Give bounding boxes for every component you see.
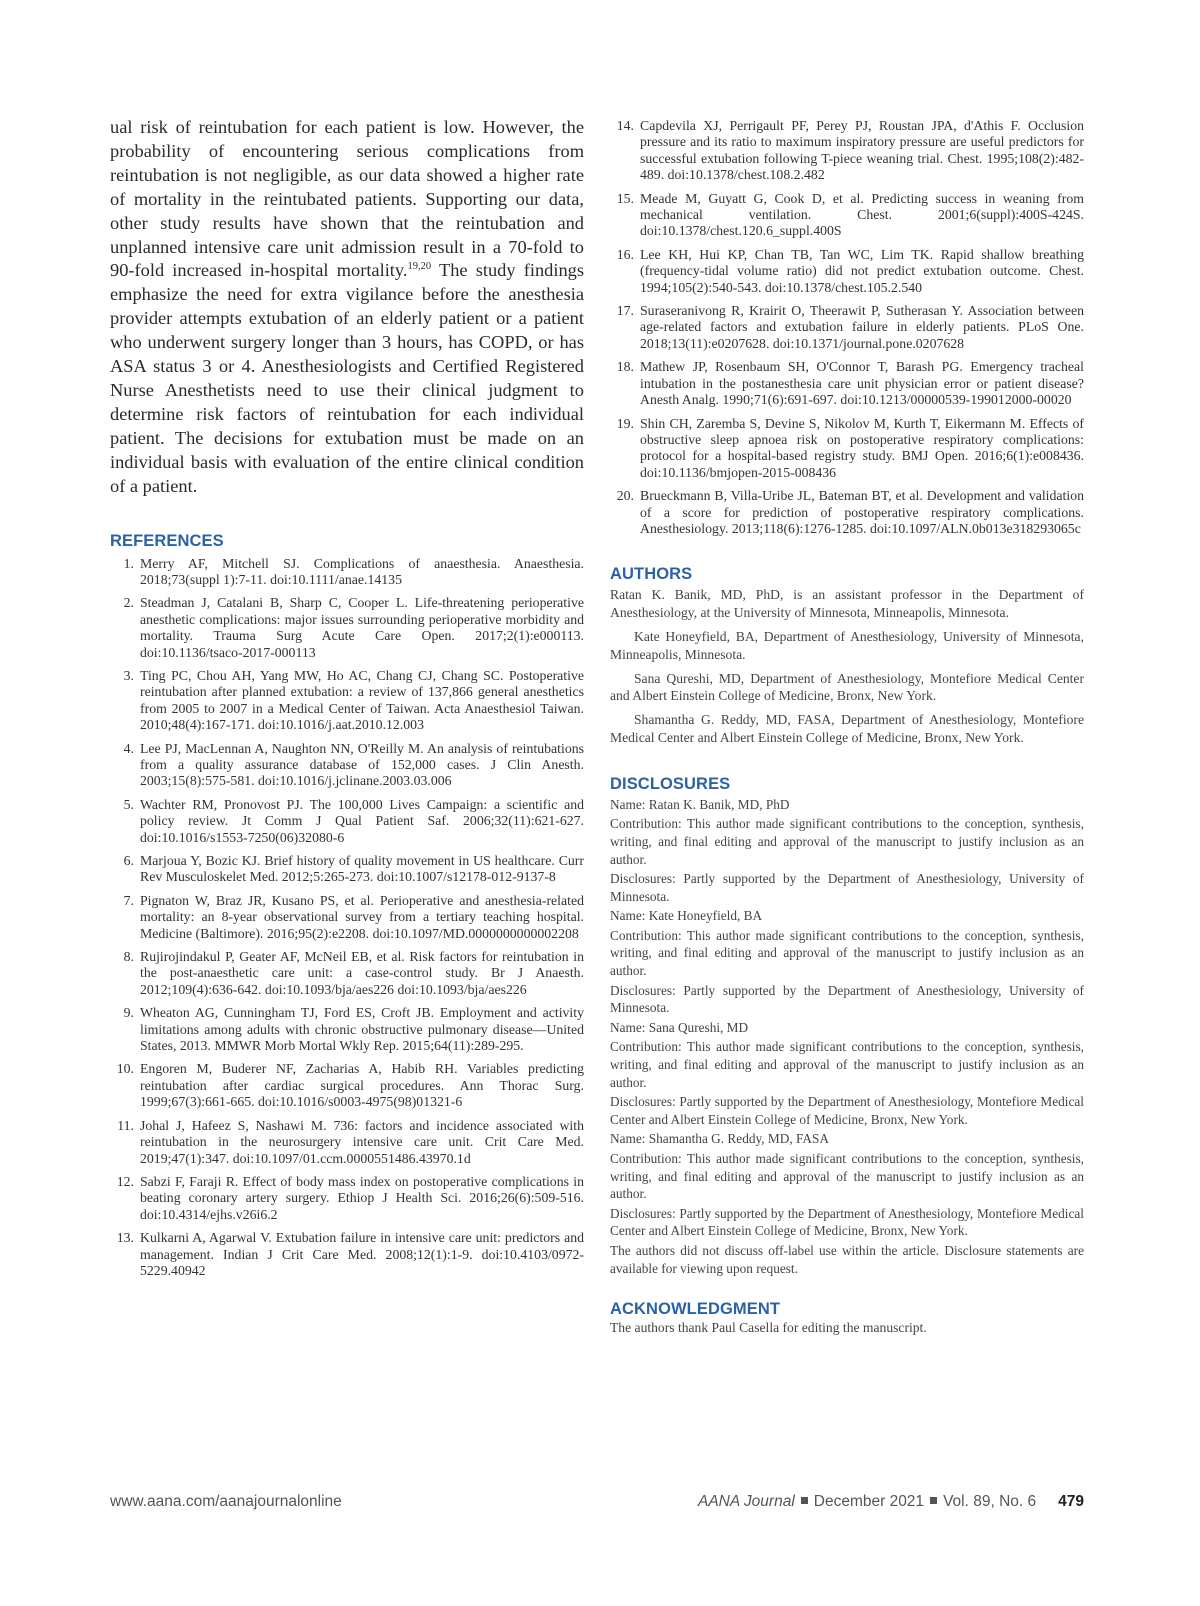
page-footer [110, 1493, 1084, 1515]
reference-number: 17. [616, 303, 634, 319]
reference-number: 2. [123, 595, 134, 611]
disclosures-list [610, 796, 1084, 1277]
reference-item [110, 1230, 584, 1279]
reference-text: Shin CH, Zaremba S, Devine S, Nikolov M, Kurth T, Eikermann M. Effects of obstructive sleep apnoea risk on postoperative respiratory complications: protocol for a hospital-based registry study. BMJ Open. 2016;6(1):e008436. doi:10.1136/bmjopen-2015-008436 [640, 415, 1084, 480]
volume-issue: Vol. 89, No. 6 [943, 1493, 1037, 1510]
left-column [110, 116, 584, 1279]
issue-date: December 2021 [813, 1493, 925, 1510]
reference-item [110, 949, 584, 998]
reference-item [110, 556, 584, 589]
disclosure-line: Contribution: This author made significant contributions to the conception, synthesis, writing, and final editing and approval of the manuscript to justify inclusion as an author. [610, 927, 1084, 979]
reference-number: 13. [116, 1230, 134, 1246]
acknowledgment-text: The authors thank Paul Casella for editing the manuscript. [610, 1320, 927, 1336]
reference-text: Wachter RM, Pronovost PJ. The 100,000 Lives Campaign: a scientific and policy review. Jt Comm J Qual Patient Saf. 2006;32(11):621-627. doi:10.1016/s1553-7250(06)32080-6 [140, 796, 584, 845]
authors-list [610, 586, 1084, 746]
disclosure-line: Disclosures: Partly supported by the Department of Anesthesiology, University of Minnesota. [610, 871, 1084, 904]
reference-item [610, 303, 1084, 352]
reference-item [110, 893, 584, 942]
authors-heading: AUTHORS [610, 565, 693, 584]
reference-text: Sabzi F, Faraji R. Effect of body mass index on postoperative complications in beating coronary artery surgery. Ethiop J Health Sci. 2016;26(6):509-516. doi:10.4314/ejhs.v26i6.2 [140, 1173, 584, 1222]
reference-item [110, 595, 584, 661]
reference-text: Lee KH, Hui KP, Chan TB, Tan WC, Lim TK. Rapid shallow breathing (frequency-tidal volume ratio) did not predict extubation outcome. Chest. 1994;105(2):540-543. doi:10.1378/chest.105.2.540 [640, 246, 1084, 295]
disclosure-line: Disclosures: Partly supported by the Department of Anesthesiology, Montefiore Medical Center and Albert Einstein College of Medicine, Bronx, New York. [610, 1205, 1084, 1239]
journal-website-link[interactable]: www.aana.com/aanajournalonline [110, 1493, 342, 1510]
discussion-text-end: The study findings emphasize the need for extra vigilance before the anesthesia provider attempts extubation of an elderly patient or a patient who underwent surgery longer than 3 hours, has COPD, or has ASA status 3 or 4. Anesthesiologists and Certified Registered Nurse Anesthetists need to use their clinical judgment to determine risk factors of reintubation for each individual patient. The decisions for extubation must be made on an individual basis with evaluation of the entire clinical condition of a patient. [110, 260, 584, 496]
reference-text: Lee PJ, MacLennan A, Naughton NN, O'Reilly M. An analysis of reintubations from a quality assurance database of 152,000 cases. J Clin Anesth. 2003;15(8):575-581. doi:10.1016/j.jclinane.2003.03.006 [140, 740, 584, 789]
author-affiliation: Kate Honeyfield, BA, Department of Anesthesiology, University of Minnesota, Minneapolis, Minnesota. [610, 628, 1084, 662]
journal-citation [698, 1493, 1084, 1511]
disclosure-line: Disclosures: Partly supported by the Department of Anesthesiology, University of Minnesota. [610, 982, 1084, 1016]
discussion-text-start: ual risk of reintubation for each patient is low. However, the probability of encountering serious complications from reintubation is not negligible, as our data showed a higher rate of mortality in the reintubated patients. Supporting our data, other study results have shown that the reintubation and unplanned intensive care unit admission result in a 70-fold to 90-fold increased in-hospital mortality. [110, 117, 584, 281]
reference-number: 6. [123, 853, 134, 868]
disclosures-heading: DISCLOSURES [610, 774, 731, 793]
reference-number: 4. [123, 740, 134, 756]
reference-item [110, 853, 584, 886]
reference-number: 1. [123, 555, 134, 571]
reference-item [610, 118, 1084, 184]
reference-text: Ting PC, Chou AH, Yang MW, Ho AC, Chang CJ, Chang SC. Postoperative reintubation after planned extubation: a review of 137,866 general anesthetics from 2005 to 2007 in a Medical Center of Taiwan. Acta Anaesthesiol Taiwan. 2010;48(4):167-171. doi:10.1016/j.aat.2010.12.003 [140, 667, 584, 733]
reference-item [110, 797, 584, 846]
disclosure-line: Contribution: This author made significant contributions to the conception, synthesis, writing, and final editing and approval of the manuscript to justify inclusion as an author. [610, 1039, 1084, 1090]
reference-number: 10. [116, 1061, 134, 1077]
reference-item [610, 359, 1084, 408]
references-list-right [610, 118, 1084, 537]
disclosure-line: Name: Kate Honeyfield, BA [610, 908, 763, 924]
reference-text: Engoren M, Buderer NF, Zacharias A, Habib RH. Variables predicting reintubation after cardiac surgical procedures. Ann Thorac Surg. 1999;67(3):661-665. doi:10.1016/s0003-4975(98)01321-6 [140, 1061, 584, 1110]
square-separator-icon [930, 1497, 937, 1504]
reference-number: 15. [616, 190, 634, 206]
reference-text: Meade M, Guyatt G, Cook D, et al. Predicting success in weaning from mechanical ventilation. Chest. 2001;6(suppl):400S-424S. doi:10.1378/chest.120.6_suppl.400S [640, 190, 1084, 239]
acknowledgment-heading: ACKNOWLEDGMENT [610, 1300, 781, 1319]
reference-number: 14. [616, 118, 634, 133]
discussion-paragraph [110, 116, 584, 499]
reference-number: 8. [123, 949, 134, 965]
references-heading: REFERENCES [110, 531, 224, 550]
reference-item [610, 488, 1084, 537]
reference-item [110, 668, 584, 734]
reference-number: 11. [117, 1117, 134, 1133]
reference-text: Kulkarni A, Agarwal V. Extubation failure in intensive care unit: predictors and management. Indian J Crit Care Med. 2008;12(1):1-9. doi:10.4103/0972-5229.40942 [140, 1230, 584, 1278]
disclosure-line: The authors did not discuss off-label use within the article. Disclosure statements are available for viewing upon request. [610, 1242, 1084, 1276]
reference-number: 3. [123, 667, 134, 683]
reference-item [610, 191, 1084, 240]
reference-item [110, 1118, 584, 1167]
citation-superscript: 19,20 [407, 261, 432, 273]
reference-number: 20. [616, 488, 634, 504]
right-column [610, 116, 1084, 1337]
references-list-left [110, 556, 584, 1280]
reference-text: Marjoua Y, Bozic KJ. Brief history of quality movement in US healthcare. Curr Rev Musculoskelet Med. 2012;5:265-273. doi:10.1007/s12178-012-9137-8 [140, 853, 584, 885]
reference-number: 18. [616, 359, 634, 375]
reference-item [110, 1174, 584, 1223]
author-affiliation: Ratan K. Banik, MD, PhD, is an assistant professor in the Department of Anesthesiology, at the University of Minnesota, Minneapolis, Minnesota. [610, 587, 1084, 621]
reference-text: Suraseranivong R, Krairit O, Theerawit P, Sutherasan Y. Association between age-related factors and extubation failure in elderly patients. PLoS One. 2018;13(11):e0207628. doi:10.1371/journal.pone.0207628 [640, 303, 1084, 351]
reference-text: Steadman J, Catalani B, Sharp C, Cooper L. Life-threatening perioperative anesthetic complications: major issues surrounding perioperative morbidity and mortality. Trauma Surg Acute Care Open. 2017;2(1):e000113. doi:10.1136/tsaco-2017-000113 [140, 595, 584, 660]
disclosure-line: Name: Ratan K. Banik, MD, PhD [610, 796, 790, 812]
disclosure-line: Contribution: This author made significant contributions to the conception, synthesis, writing, and final editing and approval of the manuscript to justify inclusion as an author. [610, 816, 1084, 867]
reference-text: Johal J, Hafeez S, Nashawi M. 736: factors and incidence associated with reintubation in the neurosurgery intensive care unit. Crit Care Med. 2019;47(1):347. doi:10.1097/01.ccm.0000551486.43970.1d [140, 1117, 584, 1166]
reference-text: Wheaton AG, Cunningham TJ, Ford ES, Croft JB. Employment and activity limitations among adults with chronic obstructive pulmonary disease—United States, 2013. MMWR Morb Mortal Wkly Rep. 2015;64(11):289-295. [140, 1005, 584, 1054]
reference-number: 12. [116, 1173, 134, 1189]
author-affiliation: Sana Qureshi, MD, Department of Anesthesiology, Montefiore Medical Center and Albert Einstein College of Medicine, Bronx, New York. [610, 670, 1084, 704]
reference-number: 9. [123, 1005, 134, 1021]
reference-item [610, 416, 1084, 482]
disclosure-line: Name: Shamantha G. Reddy, MD, FASA [610, 1131, 830, 1147]
reference-item [110, 1005, 584, 1054]
reference-item [610, 247, 1084, 296]
reference-number: 5. [123, 796, 134, 812]
reference-text: Pignaton W, Braz JR, Kusano PS, et al. Perioperative and anesthesia-related mortality: an 8-year observational survey from a tertiary teaching hospital. Medicine (Baltimore). 2016;95(2):e2208. doi:10.1097/MD.0000000000002208 [140, 892, 584, 941]
reference-number: 7. [123, 892, 134, 908]
reference-text: Rujirojindakul P, Geater AF, McNeil EB, et al. Risk factors for reintubation in the post-anaesthetic care unit: a case-control study. Br J Anaesth. 2012;109(4):636-642. doi:10.1093/bja/aes226 doi:10.1093/bja/aes226 [140, 949, 584, 997]
reference-number: 19. [616, 415, 634, 431]
reference-text: Brueckmann B, Villa-Uribe JL, Bateman BT, et al. Development and validation of a score for prediction of postoperative respiratory complications. Anesthesiology. 2013;118(6):1276-1285. doi:10.1097/ALN.0b013e318293065c [640, 488, 1084, 536]
page-number: 479 [1058, 1493, 1084, 1510]
reference-item [110, 1061, 584, 1110]
reference-text: Mathew JP, Rosenbaum SH, O'Connor T, Barash PG. Emergency tracheal intubation in the postanesthesia care unit physician error or patient disease? Anesth Analg. 1990;71(6):691-697. doi:10.1213/00000539-199012000-00020 [640, 359, 1084, 408]
reference-text: Merry AF, Mitchell SJ. Complications of anaesthesia. Anaesthesia. 2018;73(suppl 1):7-11. doi:10.1111/anae.14135 [140, 555, 584, 587]
author-affiliation: Shamantha G. Reddy, MD, FASA, Department of Anesthesiology, Montefiore Medical Center and Albert Einstein College of Medicine, Bronx, New York. [610, 712, 1084, 745]
reference-item [110, 741, 584, 790]
reference-number: 16. [616, 246, 634, 262]
disclosure-line: Contribution: This author made significant contributions to the conception, synthesis, writing, and final editing and approval of the manuscript to justify inclusion as an author. [610, 1151, 1084, 1202]
disclosure-line: Name: Sana Qureshi, MD [610, 1019, 749, 1035]
reference-text: Capdevila XJ, Perrigault PF, Perey PJ, Roustan JPA, d'Athis F. Occlusion pressure and its ratio to maximum inspiratory pressure are useful predictors for successful extubation following T-piece weaning trial. Chest. 1995;108(2):482-489. doi:10.1378/chest.108.2.482 [640, 118, 1084, 183]
square-separator-icon [801, 1497, 808, 1504]
journal-name: AANA Journal [697, 1493, 795, 1510]
disclosure-line: Disclosures: Partly supported by the Department of Anesthesiology, Montefiore Medical Center and Albert Einstein College of Medicine, Bronx, New York. [610, 1094, 1084, 1127]
